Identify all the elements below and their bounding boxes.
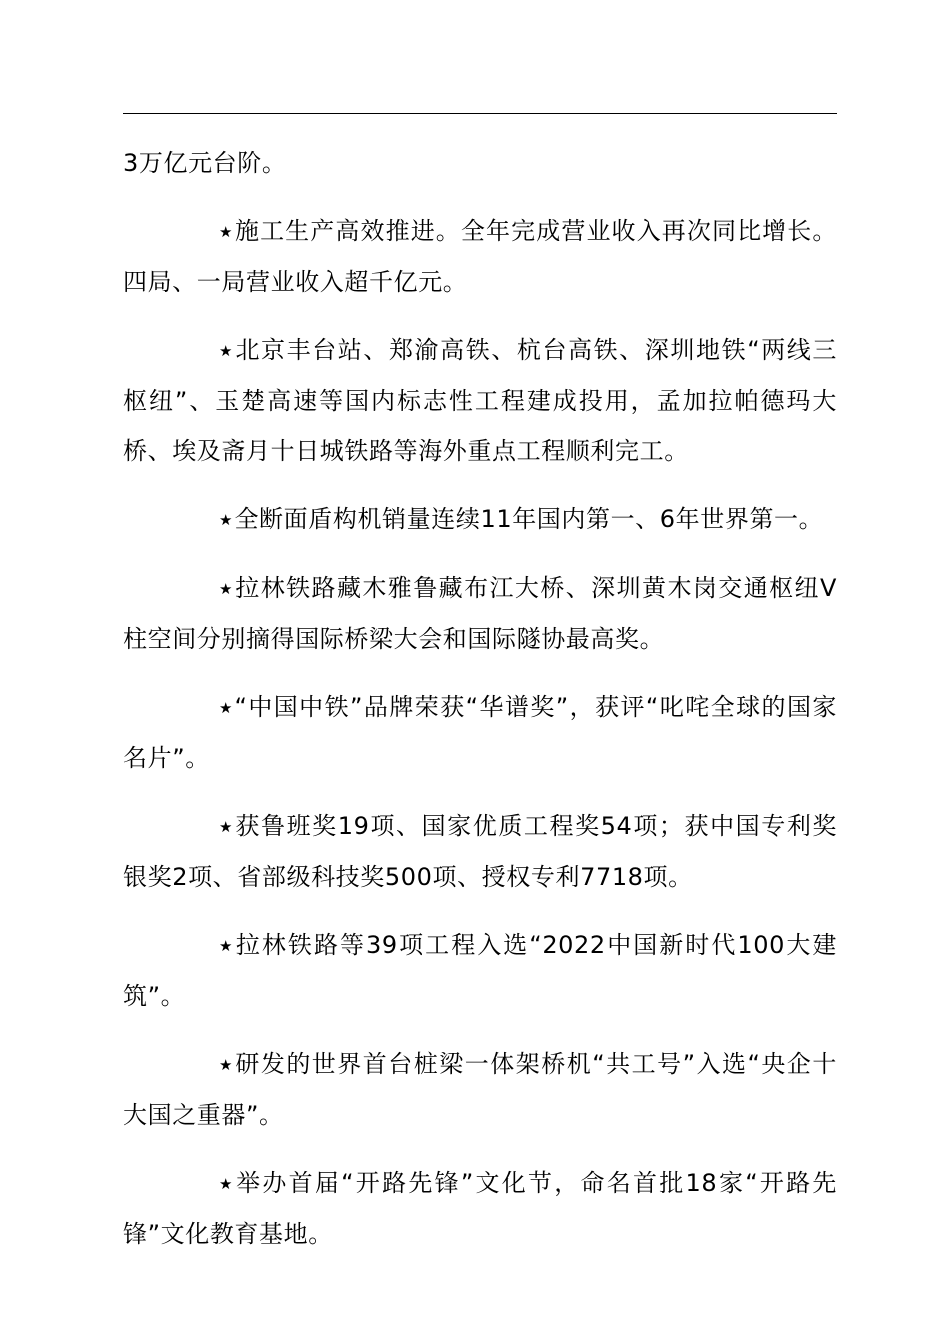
paragraph-text: “中国中铁”品牌荣获“华谱奖”，获评“叱咤全球的国家名片”。 <box>123 693 837 772</box>
star-icon: ★ <box>219 511 233 529</box>
paragraph-text: 拉林铁路等39项工程入选“2022中国新时代100大建筑”。 <box>123 931 837 1010</box>
paragraph-text: 拉林铁路藏木雅鲁藏布江大桥、深圳黄木岗交通枢纽V柱空间分别摘得国际桥梁大会和国际隧协最高奖。 <box>123 574 837 653</box>
bullet-paragraph <box>123 1158 837 1259</box>
star-icon: ★ <box>219 937 233 955</box>
paragraph-continuation <box>123 138 837 188</box>
star-icon: ★ <box>219 1175 233 1193</box>
paragraph-text: 举办首届“开路先锋”文化节，命名首批18家“开路先锋”文化教育基地。 <box>123 1169 837 1248</box>
bullet-paragraph <box>123 801 837 902</box>
bullet-paragraph <box>123 1039 837 1140</box>
paragraph-text: 研发的世界首台桩梁一体架桥机“共工号”入选“央企十大国之重器”。 <box>123 1050 837 1129</box>
star-icon: ★ <box>219 223 233 241</box>
paragraph-text: 全断面盾构机销量连续11年国内第一、6年世界第一。 <box>234 505 824 533</box>
paragraph-text: 3万亿元台阶。 <box>123 149 287 177</box>
star-icon: ★ <box>219 580 233 598</box>
header-rule <box>123 113 837 114</box>
paragraph-text: 获鲁班奖19项、国家优质工程奖54项；获中国专利奖银奖2项、省部级科技奖500项、授权专利7718项。 <box>123 812 837 891</box>
star-icon: ★ <box>219 342 233 360</box>
paragraph-text: 施工生产高效推进。全年完成营业收入再次同比增长。四局、一局营业收入超千亿元。 <box>123 217 837 296</box>
paragraph-text: 北京丰台站、郑渝高铁、杭台高铁、深圳地铁“两线三枢纽”、玉楚高速等国内标志性工程建成投用，孟加拉帕德玛大桥、埃及斋月十日城铁路等海外重点工程顺利完工。 <box>123 336 837 465</box>
bullet-paragraph <box>123 563 837 664</box>
bullet-paragraph <box>123 325 837 476</box>
bullet-paragraph <box>123 206 837 307</box>
bullet-paragraph <box>123 920 837 1021</box>
star-icon: ★ <box>219 1056 233 1074</box>
star-icon: ★ <box>219 818 233 836</box>
bullet-paragraph <box>123 682 837 783</box>
bullet-paragraph <box>123 494 837 545</box>
star-icon: ★ <box>219 699 233 717</box>
document-body <box>123 138 837 1277</box>
